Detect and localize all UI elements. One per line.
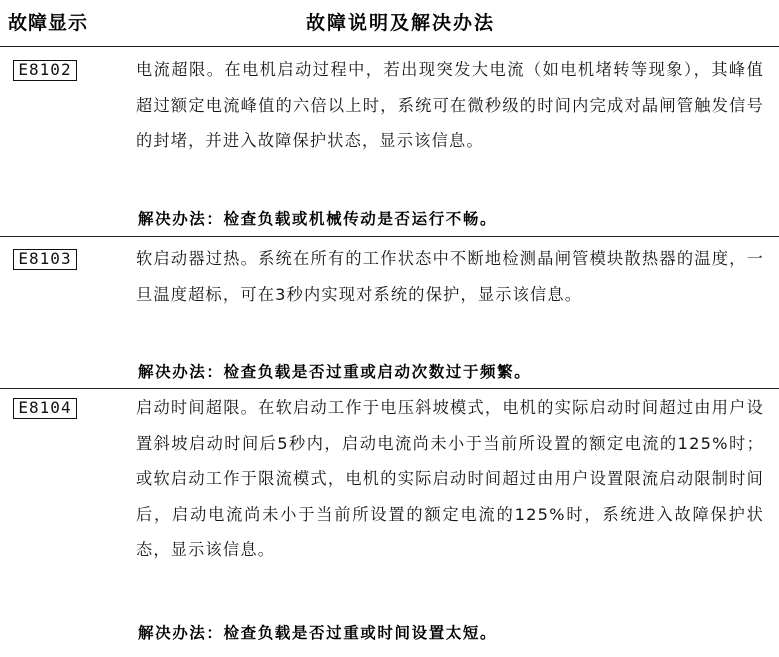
fault-code-display: E8103 — [13, 249, 77, 270]
row-divider — [0, 388, 779, 389]
row-divider — [0, 236, 779, 237]
header-divider — [0, 46, 779, 47]
fault-description: 电流超限。在电机启动过程中，若出现突发大电流（如电机堵转等现象），其峰值超过额定电流峰值的六倍以上时，系统可在微秒级的时间内完成对晶闸管触发信号的封堵，并进入故障保护状态，显示该信息。 — [136, 60, 764, 151]
header-fault-description: 故障说明及解决办法 — [306, 12, 496, 34]
fault-solution: 解决办法：检查负载是否过重或时间设置太短。 — [138, 624, 498, 642]
fault-solution: 解决办法：检查负载或机械传动是否运行不畅。 — [138, 210, 498, 228]
header-fault-display: 故障显示 — [8, 12, 89, 34]
fault-code-display: E8102 — [13, 60, 77, 81]
fault-description: 启动时间超限。在软启动工作于电压斜坡模式，电机的实际启动时间超过由用户设置斜坡启动时间后5秒内，启动电流尚未小于当前所设置的额定电流的125%时；或软启动工作于限流模式，电机的实际启动时间超过由用户设置限流启动限制时间后，启动电流尚未小于当前所设置的额定电流的125%时，系统进入故障保护状态，显示该信息。 — [136, 398, 764, 560]
fault-solution: 解决办法：检查负载是否过重或启动次数过于频繁。 — [138, 363, 532, 381]
fault-code-display: E8104 — [13, 398, 77, 419]
fault-description: 软启动器过热。系统在所有的工作状态中不断地检测晶闸管模块散热器的温度，一旦温度超标，可在3秒内实现对系统的保护，显示该信息。 — [136, 249, 764, 304]
